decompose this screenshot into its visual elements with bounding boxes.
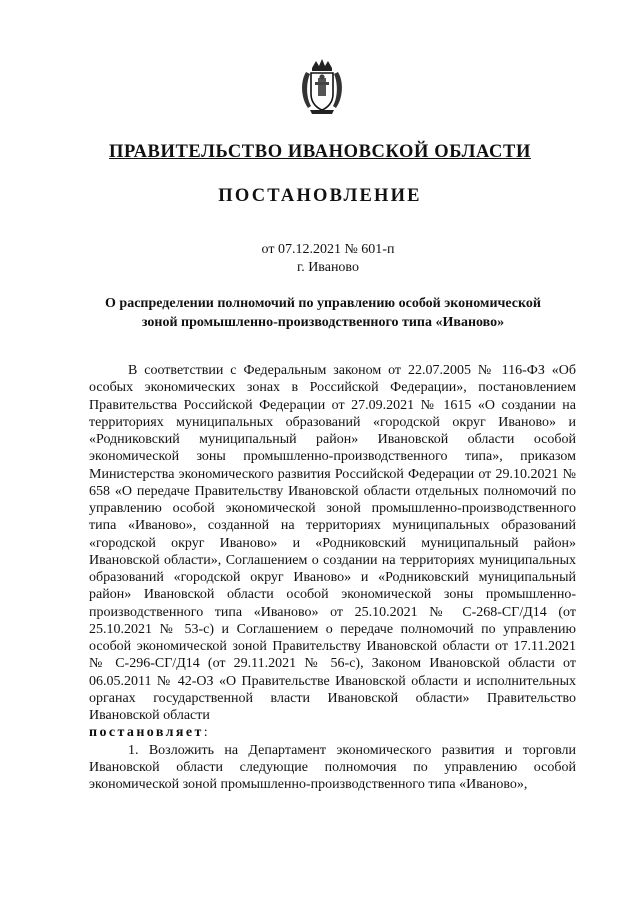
- preamble-paragraph: [89, 362, 576, 724]
- item-1-paragraph: [89, 742, 576, 794]
- coat-of-arms-icon: [298, 58, 346, 116]
- document-type-title: ПОСТАНОВЛЕНИЕ: [218, 186, 422, 206]
- resolves-line: [89, 724, 576, 741]
- document-subject: О распределении полномочий по управлению особой экономической зоной промышленно-производственного типа «Иваново»: [105, 296, 541, 330]
- resolves-colon: :: [203, 725, 208, 741]
- date-and-number: от 07.12.2021 № 601-п: [261, 242, 395, 257]
- place-of-issue: г. Иваново: [297, 260, 359, 275]
- document-body: [89, 362, 576, 793]
- preamble-text: В соответствии с Федеральным законом от 22.07.2005 № 116-ФЗ «Об особых экономических зонах в Российской Федерации», постановлением Правительства Российской Федерации от 27.09.2021 № 1615 «О создании на территориях муниципальных образований «городской округ Иваново» и «Родниковский муниципальный район» Ивановской области особой экономической зоны промышленно-производственного типа», приказом Министерства экономического развития Российской Федерации от 29.10.2021 № 658 «О передаче Правительству Ивановской области отдельных полномочий по управлению особой экономической зоной промышленно-производственного типа «Иваново», созданной на территориях муниципальных образований «городской округ Иваново» и «Родниковский муниципальный район» Ивановской области», Соглашением о создании на территориях муниципальных образований «городской округ Иваново» и «Родниковский муниципальный район» Ивановской области особой экономической зоны промышленно-производственного типа «Иваново» от 25.10.2021 № С-268-СГ/Д14 (от 25.10.2021 № 53-с) и Соглашением о передаче полномочий по управлению особой экономической зоной Правительству Ивановской области от 17.11.2021 № С-296-СГ/Д14 (от 29.11.2021 № 56-с), Законом Ивановской области от 06.05.2011 № 42-ОЗ «О Правительстве Ивановской области и исполнительных органах государственной власти Ивановской области» Правительство Ивановской области: [89, 363, 576, 723]
- document-meta: [0, 241, 640, 277]
- item-1-text: 1. Возложить на Департамент экономического развития и торговли Ивановской области следующие полномочия по управлению особой экономической зоной промышленно-производственного типа «Иваново»,: [89, 742, 576, 792]
- resolves-word: постановляет: [89, 725, 204, 741]
- organization-title: ПРАВИТЕЛЬСТВО ИВАНОВСКОЙ ОБЛАСТИ: [109, 142, 531, 162]
